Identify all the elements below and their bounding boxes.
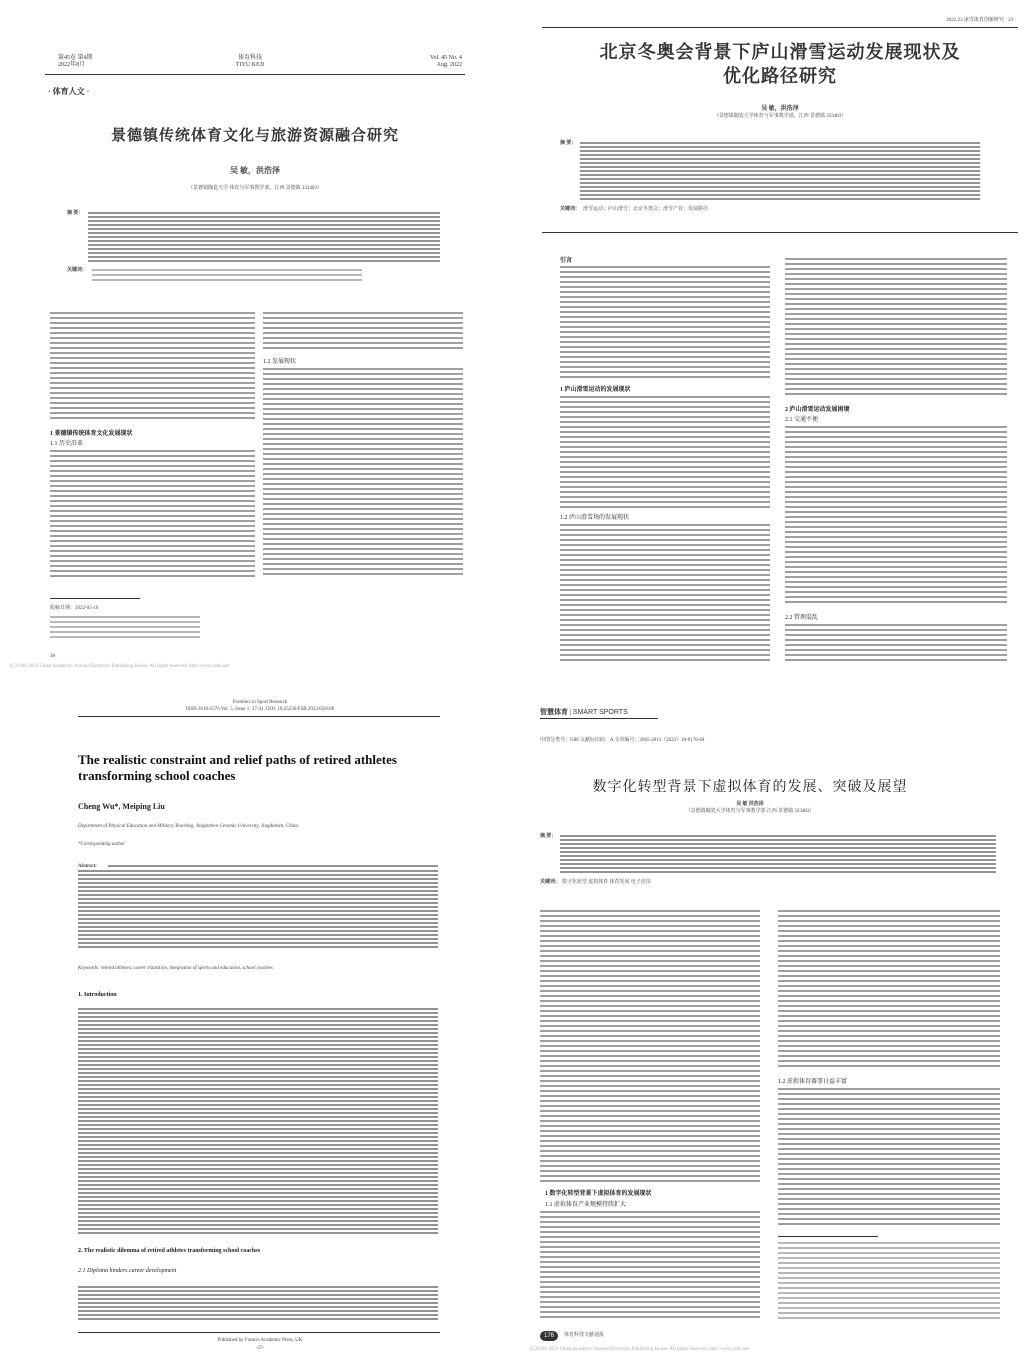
keywords-label: 关键词： (67, 268, 88, 273)
section-1-heading: 1. Introduction (78, 992, 117, 998)
body-col1-para1 (540, 910, 760, 1182)
section-2-1-heading: 2.1 Diploma hinders career development (78, 1268, 177, 1274)
running-header-rule (542, 27, 1018, 28)
article-title: The realistic constraint and relief paths of retired athletes transforming school coaches (78, 752, 397, 783)
page-number: 38 (50, 654, 55, 659)
page-lushan-ski-article (520, 0, 1024, 680)
footnote-received: 收稿日期：2022-05-16 (50, 606, 99, 611)
header-center (210, 55, 290, 69)
header-left (58, 55, 118, 69)
section-2-1-text (78, 1286, 438, 1322)
footnote-text (50, 616, 200, 638)
header-journal-pinyin: TIYU KEJI (235, 62, 265, 68)
authors: 吴 敏 洪浩泽 (736, 802, 764, 807)
section-1-2-heading: 1.2 庐山滑雪场的发展现状 (560, 515, 630, 521)
affiliation: Department of Physical Education and Military Teaching, Jingdezhen Ceramic University, Jingdezhen, China (78, 824, 299, 829)
header-tag-cn: 智慧体育 (540, 708, 568, 716)
abstract-text (580, 142, 980, 200)
keywords: 滑雪运动；庐山滑雪；北京冬奥会；滑雪产业；发展路径 (583, 207, 709, 212)
abstract-text (88, 212, 440, 262)
keywords-label: 关键词： (560, 207, 581, 212)
journal-name: Frontiers in Sport Research (232, 700, 288, 705)
column-label: · 体育人文 · (48, 87, 90, 96)
body-col2-para2 (778, 1088, 1000, 1228)
header-tag-en: SMART SPORTS (572, 709, 628, 716)
body-col1-para2 (50, 450, 255, 580)
section-1-heading: 1 庐山滑雪运动的发展现状 (560, 387, 631, 393)
meta-line: 中图分类号：G80 文献标识码：A 文章编号：2095-2813（2023）10-0176-04 (540, 738, 705, 743)
footnote-rule (50, 598, 140, 599)
header-tag: 智慧体育 | SMART SPORTS (540, 708, 628, 716)
abstract-label: 摘 要： (67, 211, 84, 216)
abstract-text (560, 835, 996, 873)
title-line-1: 北京冬奥会背景下庐山滑雪运动发展现状及 (599, 42, 961, 62)
section-1-1-heading: 1.1 历史沿革 (50, 441, 84, 447)
authors: Cheng Wu*, Meiping Liu (78, 802, 165, 811)
abstract-label: Abstract: (78, 864, 97, 869)
body-col1-intro (560, 266, 770, 378)
section-2-heading: 2. The realistic dilemma of retired athletes transforming school coaches (78, 1248, 261, 1254)
body-col1-para2 (560, 396, 770, 508)
keywords: 数字化转型 虚拟体育 体育发展 电子竞技 (562, 880, 651, 885)
section-1-1-heading: 1.1 虚拟体育产业规模持续扩大 (545, 1202, 627, 1208)
page-number: -37- (255, 1346, 265, 1351)
abstract-label: 摘 要： (540, 834, 557, 839)
section-1-2-heading: 1.2 虚拟体育赛事日益丰富 (778, 1079, 848, 1085)
header-journal-cn: 体育科技 (237, 55, 262, 61)
journal-name-footer: 体育科技文献通报 (564, 1333, 605, 1338)
body-col2-para2 (785, 426, 1007, 604)
authors: 吴 敏，洪浩泽 (230, 166, 280, 175)
authors: 吴 敏，洪浩泽 (761, 106, 799, 112)
header-rule (45, 74, 465, 75)
keywords-label: 关键词： (540, 880, 561, 885)
header-tag-rule (540, 718, 658, 719)
running-header: 2022.23 冰雪体育创新研究 · 23 · (946, 18, 1016, 23)
section-2-2-heading: 2.2 管理混乱 (785, 615, 819, 621)
article-title: 数字化转型背景下虚拟体育的发展、突破及展望 (592, 780, 908, 795)
body-col1-para1 (50, 312, 255, 422)
footnote-text (778, 1242, 1000, 1322)
keywords: Keywords: retired athletes, career transition, integration of sports and education, school coaches (78, 966, 273, 971)
header-date-en: Aug. 2022 (436, 62, 462, 68)
abstract-first-line (108, 865, 438, 869)
affiliation: （景德镇陶瓷大学体育与军事教学部，江西 景德镇 333403） (713, 114, 847, 119)
body-col2-para1 (778, 910, 1000, 1070)
body-col2-para2 (263, 368, 463, 578)
publisher: Published by Francis Academic Press, UK (217, 1338, 303, 1343)
page-jingdezhen-article (0, 0, 500, 680)
section-1-heading: 1 景德镇传统体育文化发展现状 (50, 431, 133, 437)
page-retired-athletes-article (0, 690, 500, 1365)
body-col2-para1 (263, 312, 463, 350)
abstract-text (78, 870, 438, 950)
affiliation: （景德镇陶瓷大学体育与军事教学部 江西 景德镇 333403） (685, 809, 815, 814)
header-volume: 第45卷 第4期 (58, 55, 93, 61)
affiliation: （景德镇陶瓷大学 体育与军事教学部，江西 景德镇 333403） (188, 186, 322, 191)
abstract-label: 摘 要： (560, 141, 577, 146)
header-date: 2022年8月 (58, 62, 86, 68)
title-line-2: 优化路径研究 (723, 66, 837, 86)
page-virtual-sports-article (520, 690, 1024, 1365)
header-vol-en: Vol. 45 No. 4 (429, 55, 462, 61)
corresponding-author: *Corresponding author (78, 842, 126, 847)
section-2-heading: 2 庐山滑雪运动发展困境 (785, 407, 850, 413)
header-right (392, 55, 462, 69)
journal-rule (78, 716, 440, 717)
article-title: 景德镇传统体育文化与旅游资源融合研究 (110, 128, 399, 144)
body-col1-para3 (560, 524, 770, 664)
keywords-text (92, 269, 362, 281)
section-2-1-heading: 2.1 交通不便 (785, 417, 819, 423)
article-title (542, 40, 1018, 88)
copyright: (C)1994-2023 China Academic Journal Electronic Publishing House. All rights reserved. http://www.cnki.net (10, 664, 229, 669)
journal-issn: ISSN 2618-1576 Vol. 5, Issue 1: 37-41, DOI: 10.25236/FSR.2023.050108 (185, 707, 335, 712)
body-col1-para2 (540, 1211, 760, 1321)
footer-rule (78, 1332, 440, 1333)
abstract-rule (542, 232, 1018, 233)
body-col2-para3 (785, 624, 1007, 664)
copyright: (C)1994-2023 China Academic Journal Electronic Publishing House. All rights reserved. http://www.cnki.net (530, 1347, 749, 1352)
page-number-badge: 176 (540, 1331, 558, 1341)
section-1-heading: 1 数字化转型背景下虚拟体育的发展现状 (545, 1191, 652, 1197)
section-1-2-heading: 1.2 发展现状 (263, 359, 297, 365)
body-col2-para1 (785, 258, 1007, 398)
introduction-text (78, 1008, 438, 1234)
footnote-rule (778, 1236, 878, 1237)
intro-heading: 引言 (560, 258, 573, 264)
